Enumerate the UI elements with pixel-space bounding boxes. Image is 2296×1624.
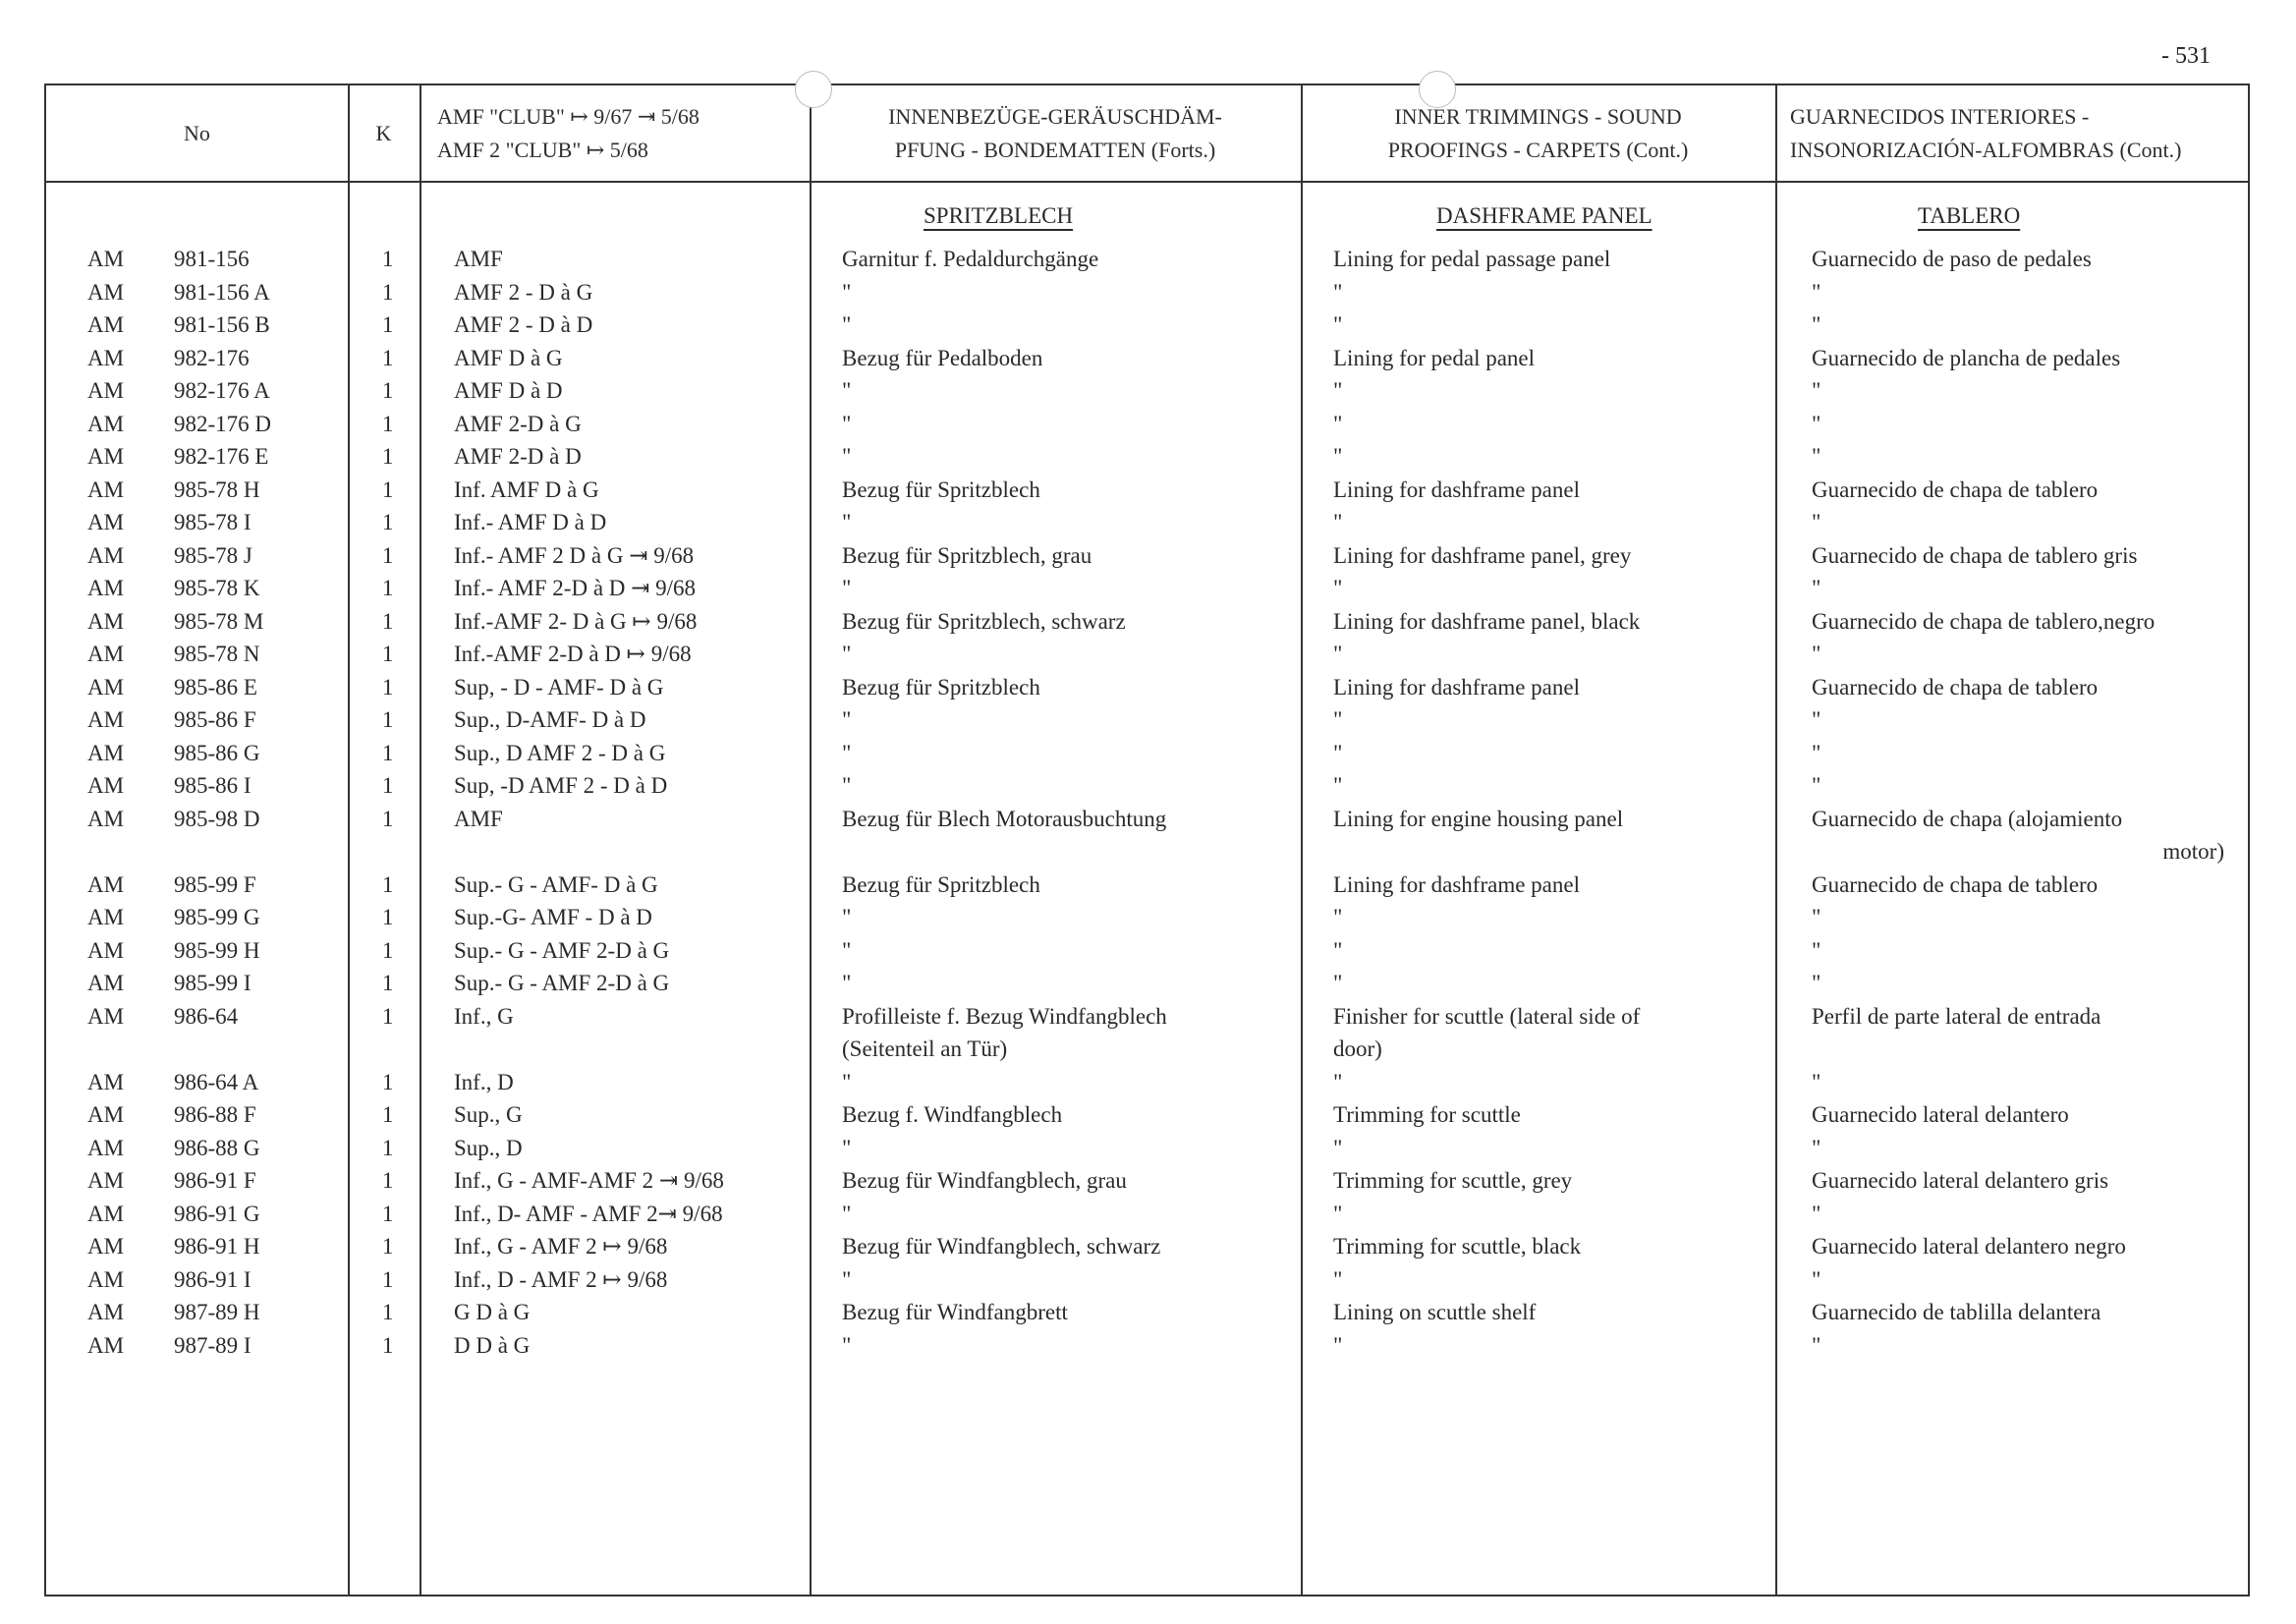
- description-german: Bezug für Spritzblech: [842, 476, 1040, 502]
- part-number: 985-78 N: [174, 642, 260, 666]
- description-spanish: Guarnecido de chapa de tablero gris: [1812, 542, 2138, 568]
- description-spanish: ": [1812, 642, 1821, 666]
- model-application: Inf.-AMF 2-D à D ↦ 9/68: [454, 642, 692, 666]
- table-row: [46, 1198, 2248, 1231]
- description-german: ": [842, 378, 852, 403]
- quantity: 1: [382, 279, 394, 305]
- part-prefix: AM: [87, 1069, 125, 1094]
- part-number: 985-99 G: [174, 905, 260, 929]
- table-row: [46, 474, 2248, 507]
- table-row: [46, 1230, 2248, 1263]
- part-number: 985-86 G: [174, 740, 260, 765]
- table-row: [46, 671, 2248, 704]
- table-row: [46, 374, 2248, 408]
- table-row: [46, 308, 2248, 342]
- model-application: Inf. AMF D à G: [454, 476, 599, 502]
- table-row: [46, 1296, 2248, 1329]
- part-prefix: AM: [87, 444, 125, 469]
- description-english: Trimming for scuttle: [1333, 1102, 1521, 1127]
- model-application: Sup.- G - AMF 2-D à G: [454, 971, 670, 995]
- description-german: Bezug für Spritzblech, grau: [842, 542, 1092, 568]
- part-prefix: AM: [87, 576, 125, 600]
- quantity: 1: [382, 1168, 394, 1193]
- description-german: ": [842, 510, 852, 534]
- part-number: 985-78 H: [174, 476, 260, 502]
- description-english: ": [1333, 707, 1343, 732]
- quantity: 1: [382, 1266, 394, 1292]
- model-application: Sup.- G - AMF- D à G: [454, 871, 658, 897]
- part-number: 985-98 D: [174, 806, 260, 831]
- model-application: AMF 2-D à D: [454, 444, 582, 469]
- model-application: Sup., D AMF 2 - D à G: [454, 740, 666, 765]
- description-german: ": [842, 707, 852, 732]
- model-application: Inf., G - AMF-AMF 2 ⇥ 9/68: [454, 1168, 724, 1193]
- part-number: 986-64: [174, 1003, 239, 1029]
- description-spanish: Guarnecido lateral delantero gris: [1812, 1168, 2109, 1193]
- table-row: [46, 243, 2248, 276]
- description-spanish: Guarnecido de chapa (alojamiento: [1812, 806, 2123, 831]
- part-number: 987-89 H: [174, 1300, 260, 1324]
- description-german: ": [842, 905, 852, 929]
- part-number: 986-91 I: [174, 1266, 252, 1292]
- description-german-cont: (Seitenteil an Tür): [842, 1036, 1008, 1061]
- quantity: 1: [382, 510, 394, 534]
- description-spanish: Guarnecido de chapa de tablero: [1812, 674, 2099, 700]
- model-application: Inf., D - AMF 2 ↦ 9/68: [454, 1266, 668, 1292]
- description-german: ": [842, 740, 852, 765]
- description-spanish: Guarnecido de chapa de tablero,negro: [1812, 608, 2156, 634]
- quantity: 1: [382, 642, 394, 666]
- part-number: 982-176 A: [174, 378, 270, 403]
- part-prefix: AM: [87, 1332, 125, 1358]
- quantity: 1: [382, 971, 394, 995]
- model-application: Inf., D: [454, 1069, 514, 1094]
- table-row: [46, 934, 2248, 968]
- quantity: 1: [382, 576, 394, 600]
- part-number: 985-99 I: [174, 971, 252, 995]
- description-german: ": [842, 971, 852, 995]
- quantity: 1: [382, 345, 394, 370]
- description-english: Lining for dashframe panel, grey: [1333, 542, 1632, 568]
- description-german: ": [842, 1201, 852, 1226]
- parts-catalog-table: [44, 84, 2250, 1596]
- description-spanish: ": [1812, 773, 1821, 798]
- model-application: Sup., D-AMF- D à D: [454, 707, 646, 732]
- quantity: 1: [382, 937, 394, 963]
- part-number: 985-78 J: [174, 542, 252, 568]
- description-spanish: ": [1812, 279, 1821, 305]
- description-english-cont: door): [1333, 1036, 1382, 1061]
- description-english: Trimming for scuttle, grey: [1333, 1168, 1573, 1193]
- model-application: Sup., G: [454, 1102, 523, 1127]
- quantity: 1: [382, 542, 394, 568]
- description-german: ": [842, 576, 852, 600]
- model-application: D D à G: [454, 1332, 531, 1358]
- part-prefix: AM: [87, 905, 125, 929]
- description-english: ": [1333, 1266, 1343, 1292]
- subheading-spanish: TABLERO: [1918, 203, 2021, 228]
- part-number: 982-176 D: [174, 411, 272, 436]
- description-english: ": [1333, 1135, 1343, 1160]
- model-application: AMF: [454, 247, 503, 271]
- description-spanish: Guarnecido lateral delantero negro: [1812, 1234, 2126, 1259]
- part-number: 985-86 E: [174, 674, 257, 700]
- part-prefix: AM: [87, 411, 125, 436]
- table-row: [46, 1000, 2248, 1066]
- part-prefix: AM: [87, 773, 125, 798]
- part-number: 985-78 I: [174, 510, 252, 534]
- model-application: AMF D à D: [454, 378, 563, 403]
- table-row: [46, 506, 2248, 539]
- quantity: 1: [382, 1003, 394, 1029]
- model-application: AMF 2-D à G: [454, 411, 582, 436]
- model-application: Inf.- AMF 2 D à G ⇥ 9/68: [454, 542, 695, 568]
- description-spanish: ": [1812, 1332, 1821, 1358]
- quantity: 1: [382, 1069, 394, 1094]
- header-spanish: GUARNECIDOS INTERIORES - INSONORIZACIÓN-ALFOMBRAS (Cont.): [1790, 103, 2182, 162]
- description-spanish: ": [1812, 971, 1821, 995]
- description-english: ": [1333, 905, 1343, 929]
- part-number: 985-78 K: [174, 576, 260, 600]
- description-spanish: ": [1812, 576, 1821, 600]
- part-number: 986-88 G: [174, 1135, 260, 1160]
- table-row: [46, 1132, 2248, 1165]
- quantity: 1: [382, 476, 394, 502]
- part-prefix: AM: [87, 871, 125, 897]
- table-row: [46, 967, 2248, 1000]
- quantity: 1: [382, 1201, 394, 1226]
- part-number: 982-176 E: [174, 444, 269, 469]
- description-german: Bezug für Spritzblech: [842, 674, 1040, 700]
- description-english: Trimming for scuttle, black: [1333, 1234, 1582, 1259]
- model-application: Inf.- AMF D à D: [454, 510, 607, 534]
- description-english: Lining for dashframe panel: [1333, 674, 1580, 700]
- description-english: ": [1333, 576, 1343, 600]
- description-english: Finisher for scuttle (lateral side of: [1333, 1003, 1641, 1029]
- part-prefix: AM: [87, 806, 125, 831]
- part-prefix: AM: [87, 1234, 125, 1259]
- part-number: 986-64 A: [174, 1069, 259, 1094]
- part-number: 985-99 F: [174, 871, 256, 897]
- description-german: Bezug für Windfangbrett: [842, 1300, 1068, 1324]
- description-spanish: ": [1812, 378, 1821, 403]
- quantity: 1: [382, 378, 394, 403]
- description-german: ": [842, 1266, 852, 1292]
- description-spanish: ": [1812, 1266, 1821, 1292]
- description-english: ": [1333, 411, 1343, 436]
- description-english: ": [1333, 378, 1343, 403]
- description-spanish: Guarnecido de chapa de tablero: [1812, 476, 2099, 502]
- part-prefix: AM: [87, 1168, 125, 1193]
- part-number: 981-156 A: [174, 279, 270, 305]
- description-spanish: Perfil de parte lateral de entrada: [1812, 1003, 2101, 1029]
- model-application: Inf., G: [454, 1003, 514, 1029]
- model-application: Sup, - D - AMF- D à G: [454, 674, 664, 700]
- model-application: AMF D à G: [454, 345, 563, 370]
- description-german: ": [842, 279, 852, 305]
- table-row: [46, 342, 2248, 375]
- part-prefix: AM: [87, 642, 125, 666]
- description-german: ": [842, 312, 852, 337]
- quantity: 1: [382, 1102, 394, 1127]
- quantity: 1: [382, 871, 394, 897]
- model-application: AMF 2 - D à D: [454, 312, 593, 337]
- part-number: 981-156: [174, 247, 250, 271]
- table-row: [46, 1066, 2248, 1099]
- quantity: 1: [382, 444, 394, 469]
- quantity: 1: [382, 1332, 394, 1358]
- quantity: 1: [382, 740, 394, 765]
- table-row: [46, 769, 2248, 803]
- table-row: [46, 408, 2248, 441]
- part-prefix: AM: [87, 542, 125, 568]
- description-spanish: ": [1812, 1135, 1821, 1160]
- header-no: No: [184, 120, 210, 145]
- part-prefix: AM: [87, 707, 125, 732]
- description-spanish: Guarnecido de plancha de pedales: [1812, 345, 2121, 370]
- quantity: 1: [382, 411, 394, 436]
- part-prefix: AM: [87, 247, 125, 271]
- part-number: 981-156 B: [174, 312, 270, 337]
- description-german: Profilleiste f. Bezug Windfangblech: [842, 1003, 1167, 1029]
- model-application: Inf., G - AMF 2 ↦ 9/68: [454, 1234, 668, 1259]
- description-english: ": [1333, 1201, 1343, 1226]
- description-spanish: ": [1812, 312, 1821, 337]
- part-prefix: AM: [87, 1266, 125, 1292]
- description-english: Lining for dashframe panel, black: [1333, 608, 1641, 634]
- description-spanish: Guarnecido de chapa de tablero: [1812, 871, 2099, 897]
- part-prefix: AM: [87, 312, 125, 337]
- page-number: - 531: [2161, 43, 2211, 69]
- description-english: Lining on scuttle shelf: [1333, 1300, 1537, 1324]
- model-application: G D à G: [454, 1300, 531, 1324]
- part-prefix: AM: [87, 1003, 125, 1029]
- description-english: ": [1333, 740, 1343, 765]
- description-english: ": [1333, 312, 1343, 337]
- header-models: AMF "CLUB" ↦ 9/67 ⇥ 5/68 AMF 2 "CLUB" ↦ 5/68: [437, 103, 700, 162]
- description-german: Bezug für Windfangblech, grau: [842, 1168, 1127, 1193]
- part-prefix: AM: [87, 345, 125, 370]
- description-spanish: ": [1812, 1069, 1821, 1094]
- header-german: INNENBEZÜGE-GERÄUSCHDÄM- PFUNG - BONDEMATTEN (Forts.): [888, 103, 1222, 162]
- header-english: INNER TRIMMINGS - SOUND PROOFINGS - CARPETS (Cont.): [1387, 103, 1689, 162]
- part-number: 985-86 F: [174, 707, 256, 732]
- description-german: Bezug für Windfangblech, schwarz: [842, 1234, 1161, 1259]
- part-number: 985-78 M: [174, 608, 264, 634]
- part-number: 986-88 F: [174, 1102, 256, 1127]
- description-english: ": [1333, 444, 1343, 469]
- part-prefix: AM: [87, 937, 125, 963]
- description-german: ": [842, 937, 852, 963]
- description-spanish-cont: motor): [2162, 839, 2224, 864]
- table-row: [46, 737, 2248, 770]
- table-row: [46, 276, 2248, 309]
- table-row: [46, 868, 2248, 902]
- quantity: 1: [382, 1135, 394, 1160]
- description-spanish: ": [1812, 1201, 1821, 1226]
- quantity: 1: [382, 608, 394, 634]
- model-application: Sup.-G- AMF - D à D: [454, 905, 652, 929]
- model-application: Inf., D- AMF - AMF 2⇥ 9/68: [454, 1201, 723, 1226]
- quantity: 1: [382, 312, 394, 337]
- table-row: [46, 638, 2248, 671]
- description-english: Lining for pedal passage panel: [1333, 247, 1611, 271]
- description-german: Garnitur f. Pedaldurchgänge: [842, 247, 1099, 271]
- quantity: 1: [382, 773, 394, 798]
- description-english: ": [1333, 1069, 1343, 1094]
- description-spanish: ": [1812, 444, 1821, 469]
- description-spanish: Guarnecido de paso de pedales: [1812, 247, 2092, 271]
- description-german: Bezug für Spritzblech, schwarz: [842, 608, 1126, 634]
- model-application: Inf.-AMF 2- D à G ↦ 9/68: [454, 608, 698, 634]
- header-k: K: [375, 120, 392, 145]
- description-english: ": [1333, 510, 1343, 534]
- subheading-german: SPRITZBLECH: [924, 203, 1074, 228]
- description-spanish: ": [1812, 707, 1821, 732]
- table-row: [46, 1329, 2248, 1363]
- header-divider: [46, 181, 2248, 183]
- description-english: Lining for pedal panel: [1333, 345, 1536, 370]
- description-spanish: Guarnecido lateral delantero: [1812, 1102, 2069, 1127]
- model-application: AMF: [454, 806, 503, 831]
- part-number: 985-86 I: [174, 773, 252, 798]
- model-application: Sup., D: [454, 1135, 523, 1160]
- table-row: [46, 440, 2248, 474]
- description-german: ": [842, 773, 852, 798]
- part-prefix: AM: [87, 740, 125, 765]
- description-spanish: ": [1812, 905, 1821, 929]
- description-english: Lining for engine housing panel: [1333, 806, 1624, 831]
- part-prefix: AM: [87, 1135, 125, 1160]
- part-number: 986-91 F: [174, 1168, 256, 1193]
- table-row: [46, 703, 2248, 737]
- quantity: 1: [382, 905, 394, 929]
- part-prefix: AM: [87, 1300, 125, 1324]
- description-german: ": [842, 444, 852, 469]
- part-prefix: AM: [87, 608, 125, 634]
- table-row: [46, 1263, 2248, 1297]
- part-prefix: AM: [87, 476, 125, 502]
- description-german: ": [842, 1332, 852, 1358]
- part-prefix: AM: [87, 279, 125, 305]
- description-german: ": [842, 411, 852, 436]
- description-english: ": [1333, 937, 1343, 963]
- table-row: [46, 1164, 2248, 1198]
- part-number: 986-91 H: [174, 1234, 260, 1259]
- description-english: Lining for dashframe panel: [1333, 476, 1580, 502]
- description-german: Bezug für Pedalboden: [842, 345, 1043, 370]
- quantity: 1: [382, 707, 394, 732]
- description-english: ": [1333, 971, 1343, 995]
- table-row: [46, 1098, 2248, 1132]
- subheading-english: DASHFRAME PANEL: [1436, 203, 1652, 228]
- part-prefix: AM: [87, 971, 125, 995]
- part-number: 986-91 G: [174, 1201, 260, 1226]
- description-english: ": [1333, 1332, 1343, 1358]
- part-prefix: AM: [87, 510, 125, 534]
- model-application: Sup, -D AMF 2 - D à D: [454, 773, 668, 798]
- description-german: Bezug für Spritzblech: [842, 871, 1040, 897]
- description-english: ": [1333, 642, 1343, 666]
- description-german: Bezug f. Windfangblech: [842, 1102, 1063, 1127]
- description-german: ": [842, 642, 852, 666]
- quantity: 1: [382, 806, 394, 831]
- table-body: [46, 243, 2248, 1362]
- quantity: 1: [382, 247, 394, 271]
- part-prefix: AM: [87, 674, 125, 700]
- description-spanish: ": [1812, 510, 1821, 534]
- quantity: 1: [382, 1234, 394, 1259]
- part-prefix: AM: [87, 1201, 125, 1226]
- description-english: ": [1333, 279, 1343, 305]
- model-application: Sup.- G - AMF 2-D à G: [454, 937, 670, 963]
- model-application: Inf.- AMF 2-D à D ⇥ 9/68: [454, 576, 697, 600]
- description-spanish: ": [1812, 937, 1821, 963]
- description-english: Lining for dashframe panel: [1333, 871, 1580, 897]
- part-number: 987-89 I: [174, 1332, 252, 1358]
- table-row: [46, 803, 2248, 868]
- part-prefix: AM: [87, 378, 125, 403]
- description-german: ": [842, 1135, 852, 1160]
- description-spanish: ": [1812, 740, 1821, 765]
- model-application: AMF 2 - D à G: [454, 279, 593, 305]
- description-spanish: Guarnecido de tablilla delantera: [1812, 1300, 2101, 1324]
- part-prefix: AM: [87, 1102, 125, 1127]
- description-german: ": [842, 1069, 852, 1094]
- table-row: [46, 539, 2248, 573]
- table-row: [46, 572, 2248, 605]
- part-number: 982-176: [174, 345, 250, 370]
- table-row: [46, 605, 2248, 639]
- quantity: 1: [382, 1300, 394, 1324]
- quantity: 1: [382, 674, 394, 700]
- description-spanish: ": [1812, 411, 1821, 436]
- description-german: Bezug für Blech Motorausbuchtung: [842, 806, 1167, 831]
- part-number: 985-99 H: [174, 937, 260, 963]
- description-english: ": [1333, 773, 1343, 798]
- table-row: [46, 901, 2248, 934]
